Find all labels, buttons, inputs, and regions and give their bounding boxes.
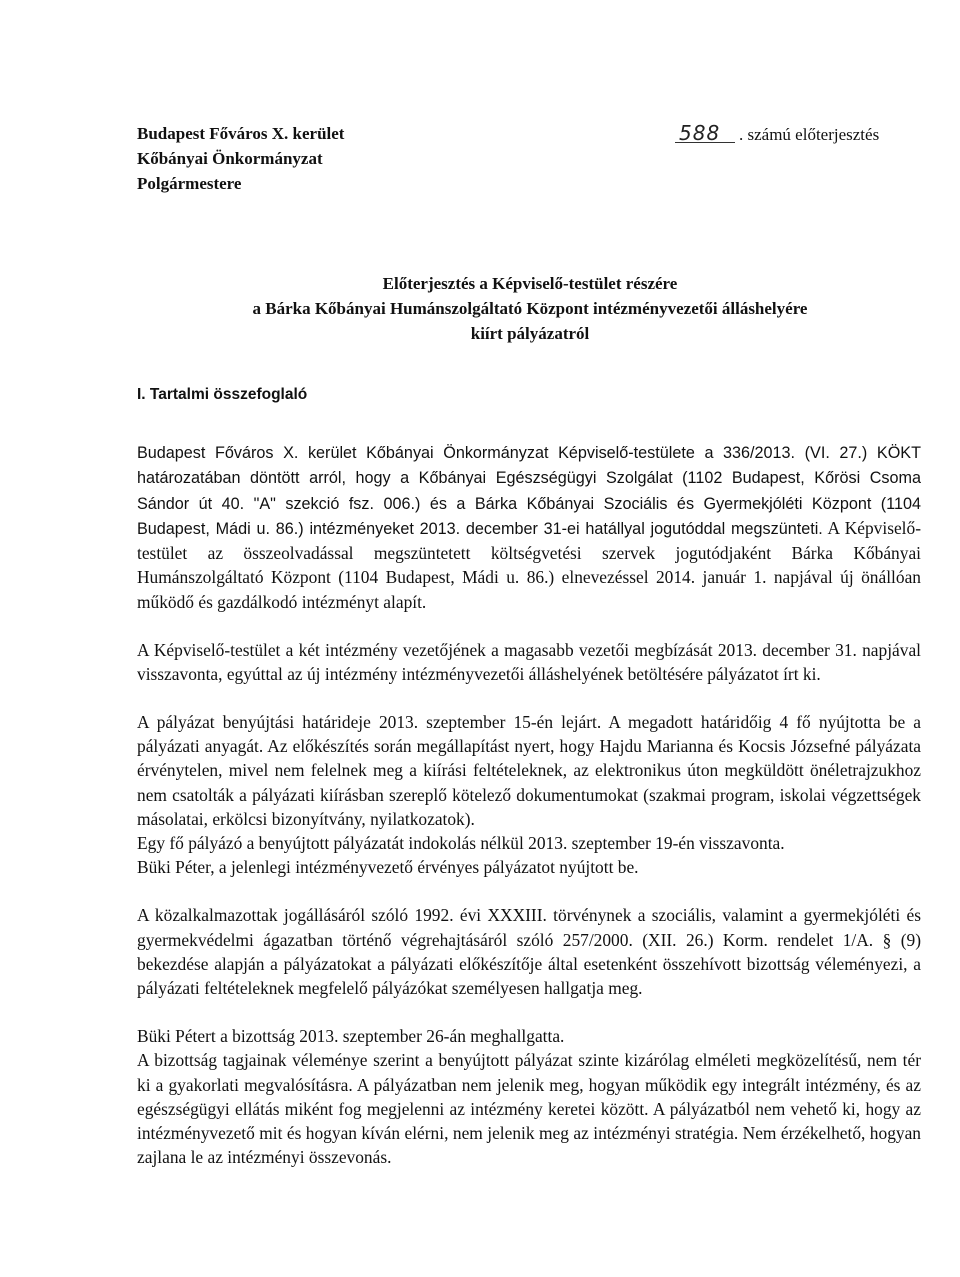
document-title xyxy=(137,271,923,346)
title-line: a Bárka Kőbányai Humánszolgáltató Központ intézményvezetői álláshelyére xyxy=(252,299,808,318)
paragraph: A közalkalmazottak jogállásáról szóló 1992. évi XXXIII. törvénynek a szociális, valamint a gyermekjóléti és gyermekvédelmi ágazatban történő végrehajtásáról szóló 257/2000. (XII. 26.) Korm. rendelet 1/A. § (9) bekezdése alapján a pályázatokat a pályázati előkészítője által esetenként összehívott bizottság véleményezi, a pályázati feltételeknek megfelelő pályázókat személyesen hallgatja meg. xyxy=(137,905,921,999)
paragraph-text: Budapest Főváros X. kerület Kőbányai Önkormányzat Képviselő-testülete a 336/2013. (VI. 27.) KÖKT határozatában döntött arról, hogy a Kőbányai Egészségügyi Szolgálat (1102 Budapest, Kőrösi Csoma Sándor út 40. "A" szekció fsz. 006.) és a Bárka Kőbányai Szociális és Gyermekjóléti Központ (1104 Budapest, Mádi u. 86.) intézményeket 2013. december 31-ei hatállyal jogutóddal megszünteti. xyxy=(137,444,921,538)
paragraph: Egy fő pályázó a benyújtott pályázatát indokolás nélkül 2013. szeptember 19-én visszavonta. xyxy=(137,833,785,854)
issuer-line: Budapest Főváros X. kerület xyxy=(137,124,345,143)
paragraph: A pályázat benyújtási határideje 2013. szeptember 15-én lejárt. A megadott határidőig 4 fő nyújtotta be a pályázati anyagát. Az előkészítés során megállapítást nyert, hogy Hajdu Marianna és Kocsis Józsefné pályázata érvénytelen, mivel nem felelnek meg a kiírási feltételeknek, az elektronikus úton megküldött önéletrajzukhoz nem csatolták a pályázati kiírásban szereplő kötelező dokumentumokat (szakmai program, iskolai végzettségek másolatai, erkölcsi bizonyítvány, nyilatkozatok). xyxy=(137,711,921,829)
title-line: kiírt pályázatról xyxy=(470,324,590,343)
paragraph: A bizottság tagjainak véleménye szerint a benyújtott pályázat szinte kizárólag elméleti megközelítésű, nem tér ki a gyakorlati megvalósításra. A pályázatban nem jelenik meg, hogyan működik egy integrált intézmény, és az egészségügyi ellátás miként fog megjelenni az intézmény keretei között. A pályázatból nem vehető ki, hogy az intézményvezető mit és hogyan kíván elérni, nem jelenik meg az intézményi stratégia. Nem érzékelhető, hogyan zajlana le az intézményi összevonás. xyxy=(137,1050,921,1168)
proposal-number-suffix: . számú előterjesztés xyxy=(739,125,880,144)
paragraph xyxy=(137,440,921,614)
document-body xyxy=(137,440,921,1170)
proposal-number xyxy=(677,121,879,147)
issuer-line: Polgármestere xyxy=(137,174,242,193)
section-heading: I. Tartalmi összefoglaló xyxy=(137,386,308,403)
issuer-block xyxy=(137,121,344,196)
issuer-line: Kőbányai Önkormányzat xyxy=(137,149,323,168)
paragraph: A Képviselő-testület a két intézmény vezetőjének a magasabb vezetői megbízását 2013. december 31. napjával visszavonta, egyúttal az új intézmény intézményvezetői álláshelyének betöltésére pályázatot írt ki. xyxy=(137,639,921,684)
paragraph: Büki Pétert a bizottság 2013. szeptember 26-án meghallgatta. xyxy=(137,1025,565,1046)
title-line: Előterjesztés a Képviselő-testület részére xyxy=(382,274,678,293)
paragraph: Büki Péter, a jelenlegi intézményvezető érvényes pályázatot nyújtott be. xyxy=(137,857,639,878)
handwritten-number: 588 xyxy=(677,121,739,146)
paragraph-text: A Képviselő-testület az összeolvadással megszüntetett költségvetési szervek jogutódjaként Bárka Kőbányai Humánszolgáltató Központ (1104 Budapest, Mádi u. 86.) elnevezéssel 2014. január 1. napjával új önállóan működő és gazdálkodó intézményt alapít. xyxy=(137,517,921,612)
